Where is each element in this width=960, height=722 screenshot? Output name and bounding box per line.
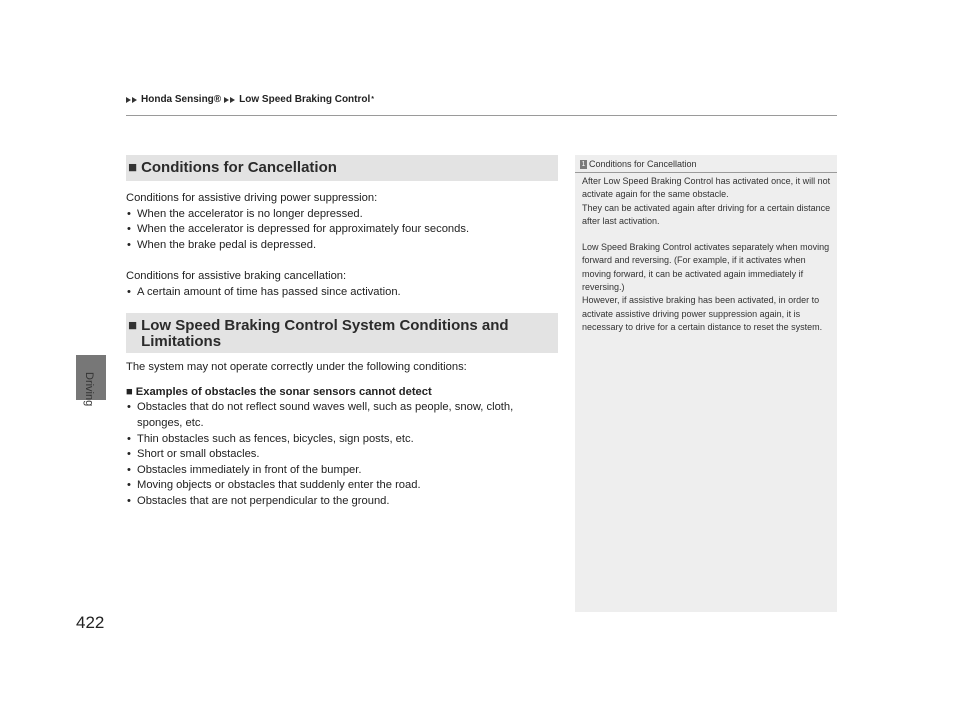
bullet-list xyxy=(126,400,558,509)
paragraph: Conditions for assistive braking cancellation: xyxy=(126,269,347,282)
list-item: • Obstacles immediately in front of the bumper. xyxy=(126,463,558,479)
list-item: • When the brake pedal is depressed. xyxy=(126,238,558,254)
sidebar-note xyxy=(575,155,837,612)
breadcrumb-honda-sensing[interactable]: Honda Sensing® xyxy=(141,94,222,105)
note-divider xyxy=(575,172,837,173)
page-number: 422 xyxy=(76,613,105,632)
bullet-list xyxy=(126,207,558,254)
header-divider xyxy=(126,115,837,116)
list-item: • Short or small obstacles. xyxy=(126,447,558,463)
breadcrumb-low-speed-braking[interactable]: Low Speed Braking Control xyxy=(239,94,371,105)
breadcrumb-arrow-icon xyxy=(126,97,138,103)
main-content xyxy=(126,155,558,510)
chapter-label: Driving xyxy=(83,372,95,407)
note-title[interactable] xyxy=(580,159,697,169)
list-item: • Obstacles that do not reflect sound waves well, such as people, snow, cloth, sponges, etc. xyxy=(126,400,558,431)
section-title-line: Limitations xyxy=(141,333,222,351)
section-marker-icon: ■ xyxy=(128,159,138,176)
subheading-marker-icon: ■ xyxy=(126,385,133,398)
note-paragraph: They can be activated again after driving for a certain distance after last activation. xyxy=(582,202,831,226)
subheading xyxy=(126,385,558,401)
list-item: • Obstacles that are not perpendicular to the ground. xyxy=(126,494,558,510)
note-paragraph: Low Speed Braking Control activates separately when moving forward and reversing. (For example, if it activates when moving forward, it can be activated again immediately if reversing.) xyxy=(582,242,830,293)
paragraph: Conditions for assistive driving power suppression: xyxy=(126,192,378,204)
note-paragraph: After Low Speed Braking Control has activated once, it will not activate again for the same obstacle. xyxy=(582,176,831,200)
list-item: • When the accelerator is depressed for approximately four seconds. xyxy=(126,222,558,238)
optional-equipment-mark: * xyxy=(371,96,375,103)
list-item: • When the accelerator is no longer depressed. xyxy=(126,207,558,223)
note-paragraph: However, if assistive braking has been activated, in order to activate assistive driving power suppression again, it is necessary to drive for a certain distance to reset the system. xyxy=(582,295,823,332)
section-title xyxy=(141,316,509,350)
bullet-list xyxy=(126,285,558,301)
list-item: • Thin obstacles such as fences, bicycles, sign posts, etc. xyxy=(126,432,558,448)
subheading-text: Examples of obstacles the sonar sensors cannot detect xyxy=(135,385,432,398)
note-title-text: Conditions for Cancellation xyxy=(589,159,697,169)
note-body xyxy=(582,175,833,334)
breadcrumb xyxy=(126,94,374,105)
list-item: • Moving objects or obstacles that suddenly enter the road. xyxy=(126,478,558,494)
section-title-line: Low Speed Braking Control System Conditions and xyxy=(141,317,509,335)
list-item: • A certain amount of time has passed since activation. xyxy=(126,285,558,301)
section-title: Conditions for Cancellation xyxy=(141,159,337,176)
paragraph: The system may not operate correctly under the following conditions: xyxy=(126,361,467,374)
note-reference-icon: 1 xyxy=(581,160,586,168)
section-heading-limitations xyxy=(126,313,558,353)
section-heading-cancellation xyxy=(126,155,558,181)
section-marker-icon: ■ xyxy=(128,317,138,335)
breadcrumb-separator-icon xyxy=(224,97,236,103)
